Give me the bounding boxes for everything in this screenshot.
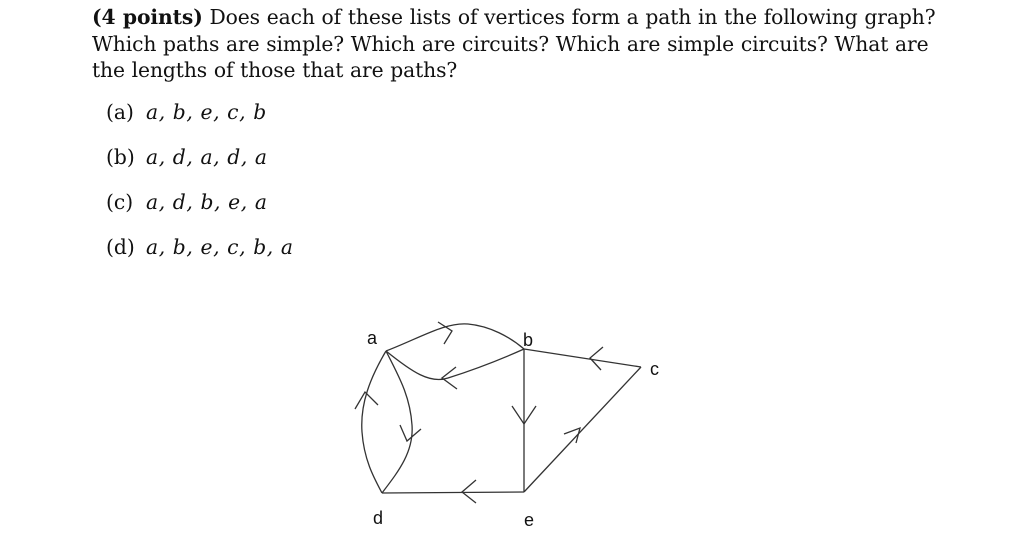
part-label: (b)	[106, 145, 135, 169]
question-body: Does each of these lists of vertices form a path in the following graph? Which paths are simple? Which are circuits? Which are simple circuits? What are the lengths of those that are paths?	[92, 5, 936, 82]
arrow-e-d	[462, 480, 476, 503]
edge-b-a	[386, 349, 524, 380]
edge-d-a	[362, 351, 386, 493]
edge-e-c	[524, 367, 641, 492]
vertex-a-label: a	[367, 328, 378, 348]
part-sequence: a, b, e, c, b, a	[146, 235, 294, 259]
part-label: (d)	[106, 235, 135, 259]
part-sequence: a, d, b, e, a	[146, 190, 268, 214]
part-sequence: a, d, a, d, a	[146, 145, 268, 169]
part-sequence: a, b, e, c, b	[146, 100, 267, 124]
vertex-c-label: c	[650, 359, 659, 379]
edge-a-d	[382, 351, 412, 493]
part-label: (c)	[106, 190, 134, 214]
edge-a-b	[386, 324, 524, 351]
part-label: (a)	[106, 100, 134, 124]
vertex-e-label: e	[524, 510, 535, 530]
vertex-b-label: b	[523, 330, 534, 350]
edge-e-d	[382, 492, 524, 493]
vertex-d-label: d	[373, 508, 384, 528]
arrow-c-b	[590, 347, 603, 370]
arrow-a-d	[400, 425, 421, 441]
points-label: (4 points)	[92, 5, 203, 29]
edge-c-b	[524, 349, 641, 367]
